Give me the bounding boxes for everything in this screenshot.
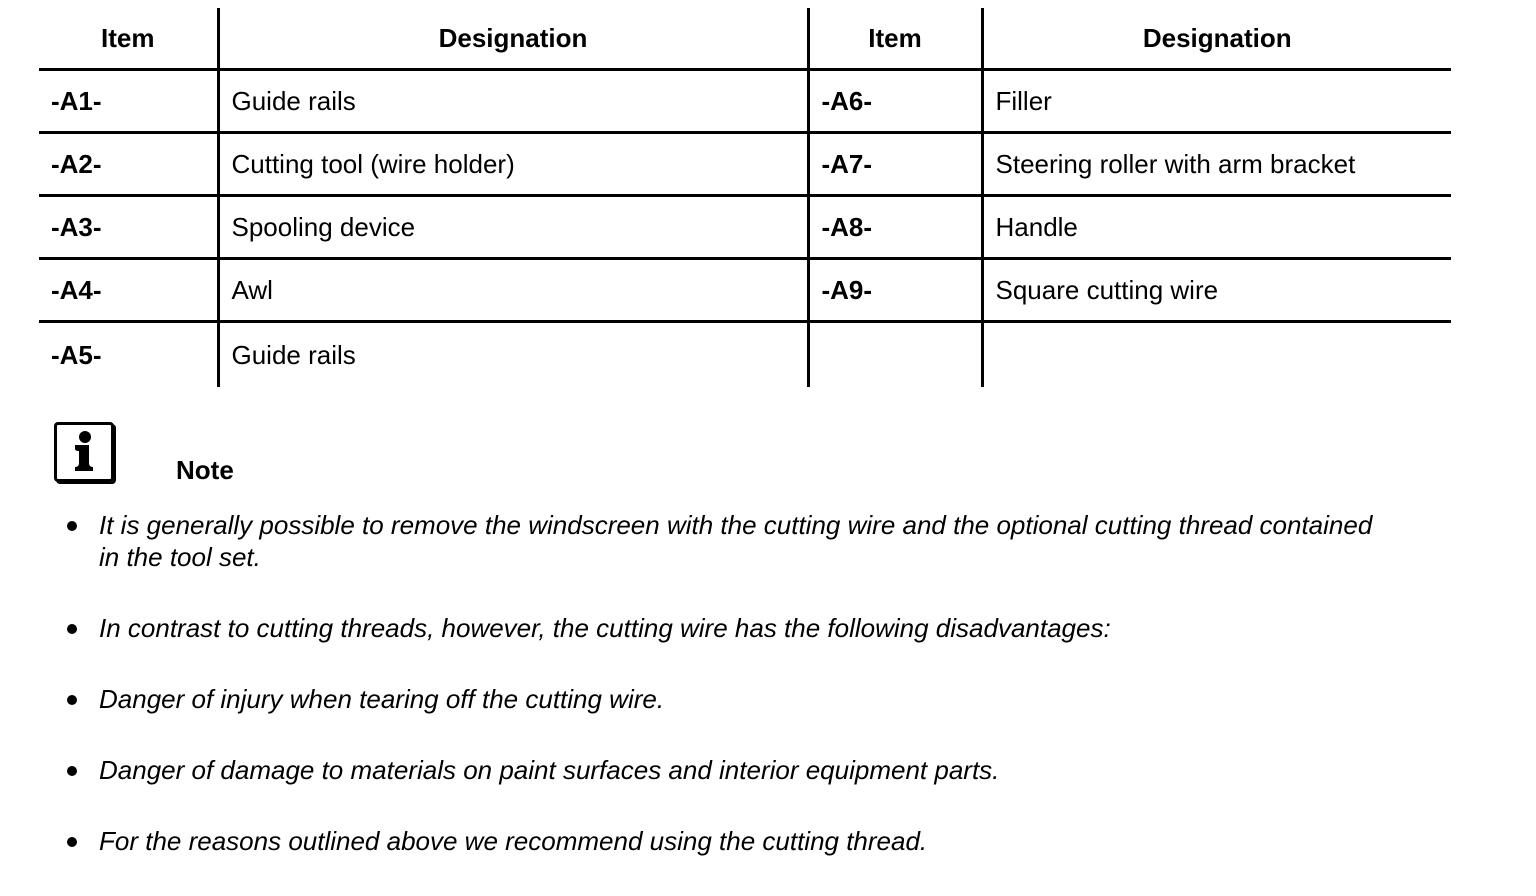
header-item-1: Item — [39, 8, 218, 70]
bullet-icon — [67, 695, 77, 705]
table-row — [39, 196, 1451, 259]
item-code: -A5- — [39, 322, 218, 388]
list-item — [60, 509, 1460, 573]
designation: Cutting tool (wire holder) — [218, 133, 808, 196]
header-designation-2: Designation — [982, 8, 1451, 70]
designation: Square cutting wire — [982, 259, 1451, 322]
bullet-icon — [67, 766, 77, 776]
list-item — [60, 683, 1460, 715]
item-code: -A7- — [808, 133, 982, 196]
header-item-2: Item — [808, 8, 982, 70]
item-code: -A4- — [39, 259, 218, 322]
designation: Handle — [982, 196, 1451, 259]
item-code: -A8- — [808, 196, 982, 259]
table-row — [39, 259, 1451, 322]
item-code: -A1- — [39, 70, 218, 133]
note-title: Note — [176, 455, 234, 485]
table-header-row — [39, 8, 1451, 70]
list-item — [60, 754, 1460, 786]
table-row — [39, 70, 1451, 133]
designation — [982, 322, 1451, 388]
bullet-text: In contrast to cutting threads, however, the cutting wire has the following disadvantages: — [99, 613, 1111, 643]
bullet-icon — [67, 521, 77, 531]
bullet-text: It is generally possible to remove the windscreen with the cutting wire and the optional cutting thread contained in the tool set. — [99, 510, 1373, 572]
bullet-text: Danger of damage to materials on paint surfaces and interior equipment parts. — [99, 755, 1000, 785]
designation: Guide rails — [218, 70, 808, 133]
bullet-text: For the reasons outlined above we recommend using the cutting thread. — [99, 826, 928, 856]
designation: Filler — [982, 70, 1451, 133]
header-designation-1: Designation — [218, 8, 808, 70]
designation: Awl — [218, 259, 808, 322]
bullet-icon — [67, 624, 77, 634]
item-code: -A3- — [39, 196, 218, 259]
bullet-icon — [67, 837, 77, 847]
item-code: -A6- — [808, 70, 982, 133]
designation: Guide rails — [218, 322, 808, 388]
parts-table — [39, 8, 1451, 387]
item-code: -A2- — [39, 133, 218, 196]
list-item — [60, 825, 1460, 857]
designation: Spooling device — [218, 196, 808, 259]
item-code: -A9- — [808, 259, 982, 322]
table-row — [39, 322, 1451, 388]
designation: Steering roller with arm bracket — [982, 133, 1451, 196]
list-item — [60, 612, 1460, 644]
bullet-text: Danger of injury when tearing off the cutting wire. — [99, 684, 665, 714]
info-icon — [54, 422, 114, 482]
item-code — [808, 322, 982, 388]
note-bullet-list — [60, 509, 1460, 896]
table-row — [39, 133, 1451, 196]
